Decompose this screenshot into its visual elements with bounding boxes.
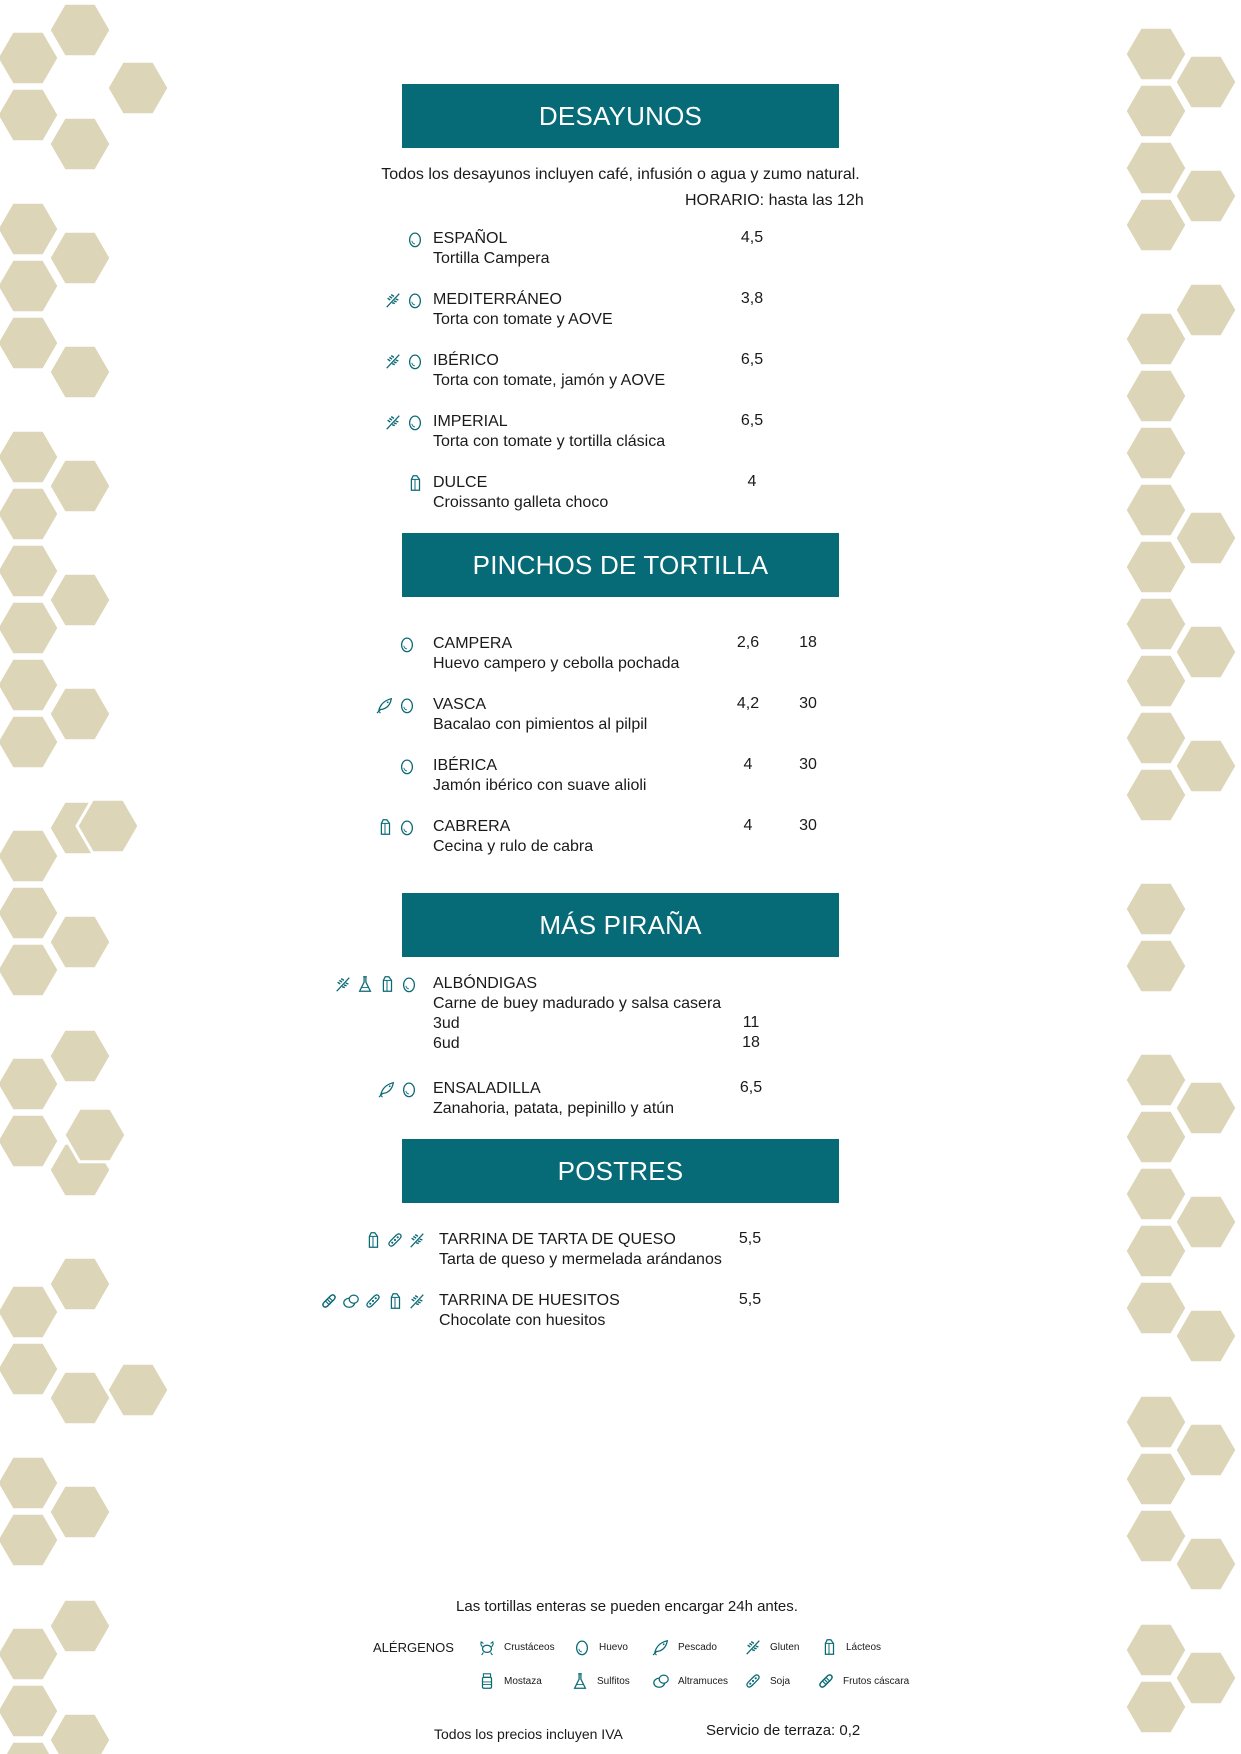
nuts-icon	[817, 1672, 835, 1690]
item-name: TARRINA DE TARTA DE QUESO	[439, 1231, 676, 1248]
hexagon-decoration	[0, 658, 59, 712]
hexagon-decoration	[1175, 283, 1237, 337]
item-price: 2,6	[736, 634, 760, 651]
hexagon-decoration	[0, 715, 59, 769]
hexagon-decoration	[49, 1257, 111, 1311]
dairy-icon	[820, 1638, 838, 1656]
egg-icon	[398, 696, 416, 714]
item-description: Carne de buey madurado y salsa casera	[433, 995, 722, 1012]
item-name: VASCA	[433, 696, 487, 713]
item-name: IBÉRICO	[433, 352, 499, 369]
hexagon-decoration	[0, 1057, 59, 1111]
dairy-icon	[376, 818, 394, 836]
item-price: 5,5	[738, 1230, 762, 1247]
item-description: Jamón ibérico con suave alioli	[433, 777, 647, 794]
soy-icon	[744, 1672, 762, 1690]
size-label: 6ud	[433, 1035, 460, 1052]
hexagon-decoration	[1125, 711, 1187, 765]
hexagon-decoration	[0, 1627, 59, 1681]
desayunos-note: Todos los desayunos incluyen café, infusión o agua y zumo natural.	[381, 166, 860, 183]
legend-item	[478, 1672, 542, 1690]
item-name: CABRERA	[433, 818, 511, 835]
item-description: Chocolate con huesitos	[439, 1312, 606, 1329]
legend-item	[744, 1672, 790, 1690]
item-description: Torta con tomate y AOVE	[433, 311, 613, 328]
hexagon-decoration	[0, 1114, 59, 1168]
item-description: Tortilla Campera	[433, 250, 550, 267]
hexagon-decoration	[0, 829, 59, 883]
allergen-icons	[364, 1230, 426, 1250]
item-price-whole: 30	[799, 695, 817, 712]
hexagon-decoration	[1175, 1537, 1237, 1591]
item-price: 4	[743, 756, 753, 773]
hexagon-decoration	[0, 943, 59, 997]
item-description: Huevo campero y cebolla pochada	[433, 655, 680, 672]
legend-label: Gluten	[770, 1641, 800, 1653]
legend-item	[573, 1638, 628, 1656]
egg-icon	[573, 1638, 591, 1656]
section-title: DESAYUNOS	[538, 100, 703, 131]
hexagon-decoration	[1125, 882, 1187, 936]
legend-label: Sulfitos	[597, 1675, 630, 1687]
section-banner-desayunos	[402, 84, 839, 148]
hexagon-decoration	[0, 1513, 59, 1567]
item-name: ALBÓNDIGAS	[433, 975, 538, 992]
hexagon-decoration	[1125, 369, 1187, 423]
horario-text: HORARIO: hasta las 12h	[685, 192, 864, 209]
dairy-icon	[386, 1292, 404, 1310]
hexagon-decoration	[0, 886, 59, 940]
size-label: 3ud	[433, 1015, 460, 1032]
hexagon-decoration	[1175, 625, 1237, 679]
hexagon-decoration	[0, 1684, 59, 1738]
legend-item	[652, 1638, 717, 1656]
legend-item	[820, 1638, 881, 1656]
hexagon-decoration	[1175, 1081, 1237, 1135]
hexagon-decoration	[0, 544, 59, 598]
egg-icon	[400, 1080, 418, 1098]
size-price: 18	[742, 1034, 760, 1051]
allergen-icons	[376, 695, 416, 715]
dairy-icon	[364, 1231, 382, 1249]
hexagon-decoration	[77, 799, 139, 853]
item-name: TARRINA DE HUESITOS	[439, 1292, 620, 1309]
dairy-icon	[406, 474, 424, 492]
nuts-icon	[320, 1292, 338, 1310]
hexagon-decoration	[0, 88, 59, 142]
hexagon-decoration	[1175, 1309, 1237, 1363]
item-price-whole: 18	[799, 634, 817, 651]
item-price: 6,5	[740, 412, 764, 429]
hexagon-decoration	[0, 487, 59, 541]
fish-icon	[376, 696, 394, 714]
hexagon-decoration	[1175, 1195, 1237, 1249]
legend-label: Huevo	[599, 1641, 628, 1653]
legend-item	[478, 1638, 555, 1656]
hexagon-decoration	[1125, 1509, 1187, 1563]
hexagon-decoration	[1125, 483, 1187, 537]
hexagon-decoration	[0, 1342, 59, 1396]
section-title: POSTRES	[557, 1155, 684, 1186]
hexagon-decoration	[0, 316, 59, 370]
soy-icon	[386, 1231, 404, 1249]
item-name: ESPAÑOL	[433, 230, 508, 247]
allergen-icons	[376, 817, 416, 837]
hexagon-decoration	[1125, 1053, 1187, 1107]
egg-icon	[406, 413, 424, 431]
section-banner-pinchos	[402, 533, 839, 597]
hexagon-decoration	[1125, 1452, 1187, 1506]
hexagon-decoration	[1125, 1395, 1187, 1449]
item-name: MEDITERRÁNEO	[433, 291, 562, 308]
hexagon-decoration	[1125, 540, 1187, 594]
hexagon-decoration	[1125, 1224, 1187, 1278]
hexagon-decoration	[1125, 1281, 1187, 1335]
item-price: 5,5	[738, 1291, 762, 1308]
hexagon-decoration	[1125, 1167, 1187, 1221]
hexagon-decoration	[0, 1285, 59, 1339]
item-description: Bacalao con pimientos al pilpil	[433, 716, 648, 733]
gluten-icon	[384, 352, 402, 370]
legend-label: Mostaza	[504, 1675, 542, 1687]
hexagon-decoration	[107, 61, 169, 115]
item-price: 6,5	[740, 351, 764, 368]
hexagon-decoration	[1125, 312, 1187, 366]
legend-label: Lácteos	[846, 1641, 882, 1653]
hexagon-decoration	[49, 915, 111, 969]
hexagon-decoration	[1175, 739, 1237, 793]
allergen-icons	[406, 229, 424, 249]
hexagon-decoration	[107, 1363, 169, 1417]
hexagon-decoration	[0, 601, 59, 655]
item-description: Zanahoria, patata, pepinillo y atún	[433, 1100, 675, 1117]
hexagon-decoration	[1175, 1423, 1237, 1477]
hexagon-decoration	[49, 687, 111, 741]
legend-item	[744, 1638, 799, 1656]
allergen-icons	[398, 756, 416, 776]
soy-icon	[364, 1292, 382, 1310]
egg-icon	[398, 757, 416, 775]
hexagon-decoration	[49, 459, 111, 513]
legend-label: Frutos cáscara	[843, 1675, 910, 1687]
section-title: MÁS PIRAÑA	[539, 909, 702, 940]
item-name: CAMPERA	[433, 635, 513, 652]
legend-label: Crustáceos	[504, 1641, 555, 1653]
hexagon-decoration	[49, 3, 111, 57]
hexagon-decoration	[0, 202, 59, 256]
item-name: IBÉRICA	[433, 757, 498, 774]
gluten-icon	[384, 413, 402, 431]
hexagon-decoration	[1125, 1680, 1187, 1734]
item-name: DULCE	[433, 474, 488, 491]
legend-label: Altramuces	[678, 1675, 729, 1687]
lupin-icon	[342, 1292, 360, 1310]
tortillas-note: Las tortillas enteras se pueden encargar 24h antes.	[456, 1598, 798, 1615]
item-price-whole: 30	[799, 756, 817, 773]
legend-label: Pescado	[678, 1641, 717, 1653]
hexagon-decoration	[1125, 939, 1187, 993]
sulphites-icon	[356, 975, 374, 993]
allergen-icons	[406, 473, 424, 493]
item-price: 4	[747, 473, 757, 490]
allergen-icons	[334, 974, 418, 994]
egg-icon	[398, 818, 416, 836]
lupin-icon	[652, 1672, 670, 1690]
gluten-icon	[408, 1231, 426, 1249]
item-price: 4,5	[740, 229, 764, 246]
egg-icon	[406, 230, 424, 248]
gluten-icon	[744, 1638, 762, 1656]
hexagon-decoration	[49, 1029, 111, 1083]
allergen-icons	[320, 1291, 426, 1311]
item-price: 4,2	[736, 695, 760, 712]
crustacean-icon	[478, 1638, 496, 1656]
allergens-label: ALÉRGENOS	[373, 1640, 454, 1655]
fish-icon	[378, 1080, 396, 1098]
allergen-icons	[384, 351, 424, 371]
egg-icon	[400, 975, 418, 993]
egg-icon	[406, 291, 424, 309]
hexagon-decoration	[1125, 1110, 1187, 1164]
legend-label: Soja	[770, 1675, 791, 1687]
hexagon-decoration	[1175, 55, 1237, 109]
item-price-whole: 30	[799, 817, 817, 834]
fish-icon	[652, 1638, 670, 1656]
hexagon-decoration	[49, 117, 111, 171]
sulphites-icon	[571, 1672, 589, 1690]
section-title: PINCHOS DE TORTILLA	[472, 549, 769, 580]
hexagon-decoration	[49, 345, 111, 399]
allergen-icons	[384, 412, 424, 432]
section-banner-mas-pirana	[402, 893, 839, 957]
egg-icon	[406, 352, 424, 370]
hexagon-decoration	[1125, 597, 1187, 651]
legend-item	[652, 1672, 728, 1690]
hexagon-decoration	[1125, 768, 1187, 822]
hexagon-decoration	[1125, 84, 1187, 138]
hexagon-decoration	[1125, 654, 1187, 708]
legend-item	[817, 1672, 909, 1690]
item-price: 6,5	[739, 1079, 763, 1096]
terraza-note: Servicio de terraza: 0,2	[706, 1722, 861, 1739]
hexagon-decoration	[1125, 27, 1187, 81]
hexagon-decoration	[0, 430, 59, 484]
section-banner-postres	[402, 1139, 839, 1203]
mustard-icon	[478, 1672, 496, 1690]
item-description: Cecina y rulo de cabra	[433, 838, 594, 855]
hexagon-decoration	[49, 1371, 111, 1425]
allergen-icons	[398, 634, 416, 654]
item-description: Tarta de queso y mermelada arándanos	[439, 1251, 722, 1268]
hexagon-decoration	[1125, 198, 1187, 252]
hexagon-decoration	[0, 259, 59, 313]
egg-icon	[398, 635, 416, 653]
item-description: Torta con tomate, jamón y AOVE	[433, 372, 666, 389]
item-description: Croissanto galleta choco	[433, 494, 609, 511]
size-price: 11	[742, 1014, 760, 1031]
hexagon-decoration	[64, 1108, 126, 1162]
item-name: ENSALADILLA	[433, 1080, 541, 1097]
hexagon-decoration	[49, 1713, 111, 1754]
iva-note: Todos los precios incluyen IVA	[434, 1726, 623, 1742]
dairy-icon	[378, 975, 396, 993]
hexagon-decoration	[1125, 426, 1187, 480]
hexagon-decoration	[0, 1456, 59, 1510]
allergen-icons	[378, 1079, 418, 1099]
hexagon-decoration	[1175, 1651, 1237, 1705]
gluten-icon	[408, 1292, 426, 1310]
hexagon-decoration	[49, 573, 111, 627]
hexagon-decoration	[1175, 511, 1237, 565]
item-name: IMPERIAL	[433, 413, 508, 430]
allergen-icons	[384, 290, 424, 310]
item-price: 3,8	[740, 290, 764, 307]
hexagon-decoration	[1125, 1623, 1187, 1677]
item-description: Torta con tomate y tortilla clásica	[433, 433, 666, 450]
item-price: 4	[743, 817, 753, 834]
legend-item	[571, 1672, 630, 1690]
gluten-icon	[334, 975, 352, 993]
hexagon-decoration	[49, 1485, 111, 1539]
gluten-icon	[384, 291, 402, 309]
hexagon-decoration	[0, 31, 59, 85]
hexagon-decoration	[49, 231, 111, 285]
